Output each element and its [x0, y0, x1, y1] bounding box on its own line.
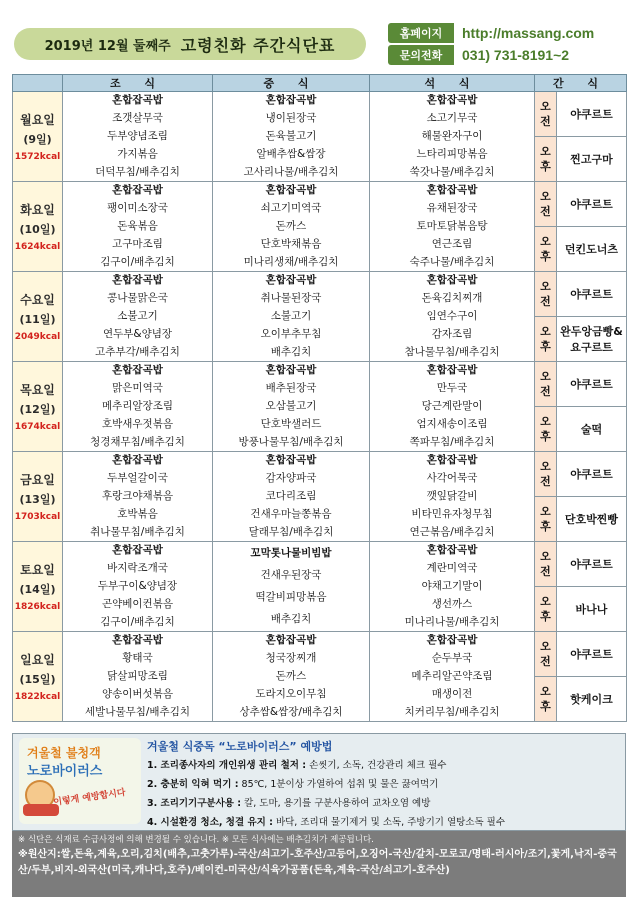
dinner-cell: [370, 452, 535, 542]
day-date: (10일): [19, 223, 56, 236]
day-kcal: 1674kcal: [14, 422, 61, 432]
dish-item: 취나물된장국: [260, 292, 322, 305]
notice-item-body: 바닥, 조리대 물기제거 및 소독, 주방기기 열탕소독 필수: [272, 817, 506, 828]
lunch-cell: [213, 182, 370, 272]
dish-item: 냉이된장국: [265, 112, 317, 125]
dish-item: 쇠고기미역국: [260, 202, 322, 215]
dish-item: 순두부국: [431, 652, 473, 665]
snack-pm: 완두앙금빵&요구르트: [557, 317, 627, 362]
badge-line1: 겨울철 불청객: [27, 746, 101, 760]
dish-item: 맑은미역국: [112, 382, 163, 395]
origin-info: ※원산지:쌀,돈육,계육,오리,김치(배추,고춧가루)-국산/쇠고기-호주산/고등어,오징어-국산/갈치-모로코/명태-러시아/조기,꽃게,낙지-중국산/두부,비지-외국산(미국,캐나다,호주)/베이컨-미국산/식육가공품(돈육,계육-국산/쇠고기-호주산): [18, 849, 617, 876]
dish-item: 방풍나물무침/배추김치: [238, 435, 344, 448]
breakfast-cell: [63, 182, 213, 272]
dish-item: 닭살피망조림: [107, 669, 168, 682]
footer: [12, 831, 626, 897]
day-kcal: 1822kcal: [14, 692, 61, 702]
snack-pm-label: 오 후: [535, 497, 557, 542]
dish-item: 혼합잡곡밥: [426, 634, 478, 647]
dish-item: 깻잎닭갈비: [426, 489, 478, 502]
dish-item: 두부양념조림: [107, 129, 168, 142]
snack-am-label: 오 전: [535, 632, 557, 677]
dish-item: 단호박샐러드: [260, 417, 322, 430]
dish-item: 혼합잡곡밥: [112, 184, 163, 197]
notice-item: [147, 813, 505, 832]
dinner-cell: [370, 92, 535, 182]
lunch-cell: [213, 542, 370, 632]
dish-item: 미나리생채/배추김치: [243, 255, 339, 268]
dish-item: 야채고기말이: [421, 579, 483, 592]
dish-item: 숙주나물/배추김치: [409, 255, 495, 268]
notice-item-body: 85℃, 1분이상 가열하여 섭취 및 물은 끓여먹기: [238, 779, 439, 790]
dish-item: 혼합잡곡밥: [265, 274, 317, 287]
dish-item: 혼합잡곡밥: [426, 544, 478, 557]
dish-item: 호박새우젓볶음: [101, 417, 173, 430]
breakfast-cell: [63, 632, 213, 722]
dish-item: 쪽파무침/배추김치: [409, 435, 495, 448]
norovirus-badge: [19, 738, 141, 824]
dish-item: 유채된장국: [426, 202, 478, 215]
snack-pm-label: 오 후: [535, 227, 557, 272]
notice-title: 겨울철 식중독 “노로바이러스” 예방법: [147, 740, 333, 753]
dish-item: 메추리알곤약조림: [411, 669, 493, 682]
day-kcal: 1572kcal: [14, 152, 61, 162]
day-name: 금요일: [20, 473, 55, 487]
dish-item: 고구마조림: [112, 237, 163, 250]
dish-item: 생선까스: [431, 597, 473, 610]
dish-item: 도라지오이무침: [255, 687, 327, 700]
breakfast-cell: [63, 92, 213, 182]
dish-item: 오이부추무침: [260, 327, 322, 340]
title-main: 고령친화 주간식단표: [180, 35, 336, 55]
snack-pm: 단호박찐빵: [557, 497, 627, 542]
homepage-link[interactable]: http://massang.com: [462, 25, 595, 41]
dish-item: 혼합잡곡밥: [112, 544, 163, 557]
dish-item: 건새우마늘쫑볶음: [250, 507, 332, 520]
day-name: 일요일: [20, 653, 55, 667]
dish-item: 참나물무침/배추김치: [404, 345, 500, 358]
dish-item: 호박볶음: [117, 507, 158, 520]
lunch-cell: [213, 362, 370, 452]
snack-pm: 던킨도너츠: [557, 227, 627, 272]
header-empty: [13, 75, 63, 92]
dinner-cell: [370, 182, 535, 272]
dish-item: 해물완자구이: [421, 129, 483, 142]
day-kcal: 1703kcal: [14, 512, 61, 522]
title-date: 2019년 12월 둘째주: [44, 38, 171, 54]
snack-pm: 바나나: [557, 587, 627, 632]
lunch-cell: [213, 452, 370, 542]
dish-item: 취나물무침/배추김치: [90, 525, 185, 538]
day-kcal: 1624kcal: [14, 242, 61, 252]
dish-item: 쑥갓나물/배추김치: [409, 165, 495, 178]
day-name: 목요일: [20, 383, 55, 397]
dish-item: 건새우된장국: [260, 568, 322, 581]
dish-item: 당근계란말이: [421, 399, 483, 412]
notice-item-head: 3. 조리기기구분사용 :: [147, 798, 242, 809]
notice-item: [147, 775, 505, 794]
snack-pm: 찐고구마: [557, 137, 627, 182]
dish-item: 오삼불고기: [265, 399, 317, 412]
snack-pm: 술떡: [557, 407, 627, 452]
dish-item: 감자양파국: [265, 472, 317, 485]
header-dinner: 석 식: [370, 75, 535, 92]
dish-item: 혼합잡곡밥: [112, 94, 163, 107]
dish-item: 상추쌈&쌈장/배추김치: [239, 705, 343, 718]
dish-item: 임연수구이: [426, 309, 478, 322]
dish-item: 양송이버섯볶음: [101, 687, 173, 700]
dish-item: 돈육김치찌개: [421, 292, 483, 305]
dish-item: 엄지새송이조림: [416, 417, 488, 430]
header-breakfast: 조 식: [63, 75, 213, 92]
dish-item: 소불고기: [270, 309, 312, 322]
day-date: (14일): [19, 583, 56, 596]
dish-item: 느타리피망볶음: [416, 147, 488, 160]
notice-item-head: 2. 충분히 익혀 먹기 :: [147, 779, 239, 790]
phone-label: 문의전화: [388, 45, 454, 65]
dish-item: 세발나물무침/배추김치: [85, 705, 190, 718]
snack-am-label: 오 전: [535, 452, 557, 497]
notice-item-body: 손씻기, 소독, 건강관리 체크 필수: [306, 760, 447, 771]
snack-pm-label: 오 후: [535, 677, 557, 722]
dish-item: 혼합잡곡밥: [112, 634, 163, 647]
dish-item: 청국장찌개: [265, 652, 317, 665]
dish-item: 치커리무침/배추김치: [404, 705, 500, 718]
dish-item: 배추김치: [270, 345, 312, 358]
badge-line2: 노로바이러스: [27, 764, 103, 779]
dinner-cell: [370, 272, 535, 362]
day-kcal: 2049kcal: [14, 332, 61, 342]
phone-row: [388, 44, 628, 66]
breakfast-cell: [63, 272, 213, 362]
dish-item: 알배추쌈&쌈장: [256, 147, 326, 160]
day-name: 토요일: [20, 563, 55, 577]
dish-item: 단호박채볶음: [260, 237, 322, 250]
snack-am: 야쿠르트: [557, 92, 627, 137]
badge-line3: 이렇게 예방합시다: [52, 787, 127, 808]
snack-am: 야쿠르트: [557, 272, 627, 317]
notice-item-body: 칼, 도마, 용기를 구분사용하여 교차오염 예방: [241, 798, 431, 809]
dish-item: 김구이/배추김치: [100, 615, 175, 628]
dish-item: 혼합잡곡밥: [265, 634, 317, 647]
dish-item: 두부구이&양념장: [97, 579, 178, 592]
norovirus-notice: [12, 733, 626, 831]
snack-am: 야쿠르트: [557, 632, 627, 677]
dish-item: 혼합잡곡밥: [426, 274, 478, 287]
dish-item: 계란미역국: [426, 562, 478, 575]
dinner-cell: [370, 542, 535, 632]
phone-number: 031) 731-8191~2: [462, 47, 570, 63]
dish-item: 배추된장국: [265, 382, 317, 395]
snack-am-label: 오 전: [535, 362, 557, 407]
day-cell: [13, 92, 63, 182]
day-cell: [13, 362, 63, 452]
dish-item: 토마토닭볶음탕: [416, 219, 488, 232]
snack-pm-label: 오 후: [535, 407, 557, 452]
dish-item: 돈육볶음: [117, 219, 158, 232]
dish-item: 비타민유자청무침: [411, 507, 493, 520]
snack-am: 야쿠르트: [557, 452, 627, 497]
header-lunch: 중 식: [213, 75, 370, 92]
lunch-cell: [213, 272, 370, 362]
dish-item: 연근조림: [431, 237, 473, 250]
dish-item: 코다리조림: [265, 489, 317, 502]
dish-item: 혼합잡곡밥: [112, 364, 163, 377]
dish-item: 팽이미소장국: [107, 202, 168, 215]
day-row: [13, 92, 627, 137]
breakfast-cell: [63, 542, 213, 632]
dish-item: 연근볶음/배추김치: [409, 525, 495, 538]
dish-item: 가지볶음: [117, 147, 158, 160]
snack-am: 야쿠르트: [557, 542, 627, 587]
dish-item: 떡갈비피망볶음: [255, 591, 327, 604]
dish-item: 감자조림: [431, 327, 473, 340]
day-date: (11일): [19, 313, 56, 326]
day-cell: [13, 272, 63, 362]
menu-header-row: [13, 75, 627, 92]
footer-note: ※ 식단은 식재료 수급사정에 의해 변경될 수 있습니다. ※ 모든 식사에는 배추김치가 제공됩니다.: [18, 835, 374, 845]
day-row: [13, 542, 627, 587]
snack-am: 야쿠르트: [557, 182, 627, 227]
dish-item: 혼합잡곡밥: [265, 94, 317, 107]
day-row: [13, 452, 627, 497]
day-name: 수요일: [20, 293, 55, 307]
day-row: [13, 632, 627, 677]
dish-item: 콩나물맑은국: [107, 292, 168, 305]
day-date: (15일): [19, 673, 56, 686]
dish-item: 돈육불고기: [265, 129, 317, 142]
dish-item: 사각어묵국: [426, 472, 478, 485]
snack-am-label: 오 전: [535, 542, 557, 587]
day-date: (9일): [23, 133, 52, 146]
dish-item: 연두부&양념장: [102, 327, 173, 340]
dish-item: 두부얼갈이국: [107, 472, 168, 485]
breakfast-cell: [63, 362, 213, 452]
weekly-menu-table: [12, 74, 627, 722]
dish-item: 매생이전: [431, 687, 473, 700]
dinner-cell: [370, 362, 535, 452]
dinner-cell: [370, 632, 535, 722]
day-kcal: 1826kcal: [14, 602, 61, 612]
lunch-cell: [213, 92, 370, 182]
dish-item: 소불고기: [117, 309, 158, 322]
menu-title: [14, 28, 366, 60]
day-row: [13, 182, 627, 227]
snack-pm: 핫케이크: [557, 677, 627, 722]
day-date: (13일): [19, 493, 56, 506]
snack-am: 야쿠르트: [557, 362, 627, 407]
dish-item: 혼합잡곡밥: [426, 364, 478, 377]
dish-item: 혼합잡곡밥: [265, 454, 317, 467]
dish-item: 돈까스: [275, 219, 307, 232]
breakfast-cell: [63, 452, 213, 542]
dish-item: 더덕무침/배추김치: [95, 165, 180, 178]
dish-item: 고사리나물/배추김치: [243, 165, 339, 178]
day-name: 화요일: [20, 203, 55, 217]
lunch-cell: [213, 632, 370, 722]
dish-item: 미나리나물/배추김치: [404, 615, 500, 628]
dish-item: 김구이/배추김치: [100, 255, 175, 268]
day-cell: [13, 632, 63, 722]
dish-item: 만두국: [436, 382, 468, 395]
day-cell: [13, 182, 63, 272]
dish-item: 돈까스: [275, 669, 307, 682]
notice-item-head: 1. 조리종사자의 개인위생 관리 철저 :: [147, 760, 307, 771]
snack-pm-label: 오 후: [535, 587, 557, 632]
day-name: 월요일: [20, 113, 55, 127]
dish-item: 메추리알장조림: [101, 399, 173, 412]
snack-pm-label: 오 후: [535, 317, 557, 362]
dish-item: 꼬막톳나물비빔밥: [250, 546, 332, 559]
snack-am-label: 오 전: [535, 92, 557, 137]
notice-item: [147, 794, 505, 813]
dish-item: 고추부각/배추김치: [95, 345, 180, 358]
day-row: [13, 272, 627, 317]
dish-item: 황태국: [122, 652, 153, 665]
day-date: (12일): [19, 403, 56, 416]
dish-item: 곤약베이컨볶음: [101, 597, 173, 610]
dish-item: 혼합잡곡밥: [426, 184, 478, 197]
notice-item: [147, 756, 505, 775]
dish-item: 후랑크야채볶음: [101, 489, 173, 502]
dish-item: 혼합잡곡밥: [265, 184, 317, 197]
dish-item: 혼합잡곡밥: [112, 274, 163, 287]
day-cell: [13, 542, 63, 632]
snack-pm-label: 오 후: [535, 137, 557, 182]
homepage-label: 홈페이지: [388, 23, 454, 43]
dish-item: 혼합잡곡밥: [265, 364, 317, 377]
dish-item: 조갯살무국: [112, 112, 163, 125]
dish-item: 혼합잡곡밥: [426, 94, 478, 107]
snack-am-label: 오 전: [535, 272, 557, 317]
dish-item: 혼합잡곡밥: [112, 454, 163, 467]
dish-item: 소고기무국: [426, 112, 478, 125]
dish-item: 달래무침/배추김치: [248, 525, 334, 538]
homepage-row: [388, 22, 628, 44]
dish-item: 배추김치: [270, 613, 312, 626]
day-cell: [13, 452, 63, 542]
notice-list: [147, 756, 505, 832]
day-row: [13, 362, 627, 407]
header-snack: 간 식: [535, 75, 627, 92]
dish-item: 혼합잡곡밥: [426, 454, 478, 467]
dish-item: 청경채무침/배추김치: [90, 435, 185, 448]
dish-item: 바지락조개국: [107, 562, 168, 575]
notice-item-head: 4. 시설환경 청소, 청결 유지 :: [147, 817, 273, 828]
snack-am-label: 오 전: [535, 182, 557, 227]
